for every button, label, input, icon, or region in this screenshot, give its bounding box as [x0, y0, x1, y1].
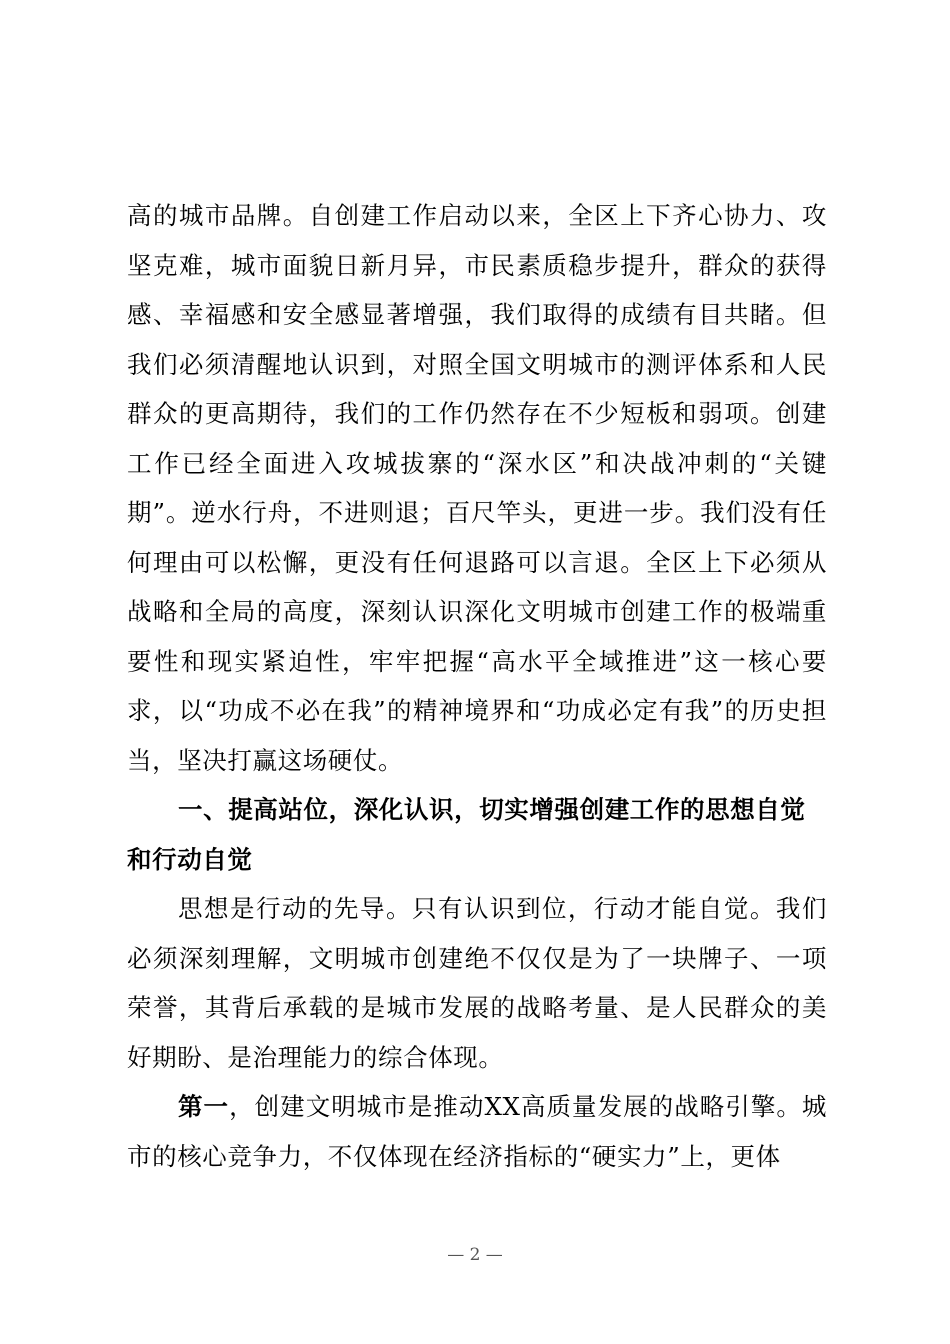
section-heading: 一、提高站位，深化认识，切实增强创建工作的思想自觉和行动自觉 [127, 795, 806, 874]
document-body [127, 191, 827, 1181]
paragraph-intro: 思想是行动的先导。只有认识到位，行动才能自觉。我们必须深刻理解，文明城市创建绝不仅仅是为了一块牌子、一项荣誉，其背后承载的是城市发展的战略考量、是人民群众的美好期盼、是治理能力的综合体现。 [127, 894, 827, 1072]
point-one-text: ，创建文明城市是推动XX高质量发展的战略引擎。城市的核心竞争力，不仅体现在经济指标的“硬实力”上，更体 [127, 1092, 827, 1171]
paragraph-point-one [127, 1082, 827, 1181]
page-number: — 2 — [447, 1245, 503, 1265]
paragraph-continuation: 高的城市品牌。自创建工作启动以来，全区上下齐心协力、攻坚克难，城市面貌日新月异，市民素质稳步提升，群众的获得感、幸福感和安全感显著增强，我们取得的成绩有目共睹。但我们必须清醒地认识到，对照全国文明城市的测评体系和人民群众的更高期待，我们的工作仍然存在不少短板和弱项。创建工作已经全面进入攻城拔寨的“深水区”和决战冲刺的“关键期”。逆水行舟，不进则退；百尺竿头，更进一步。我们没有任何理由可以松懈，更没有任何退路可以言退。全区上下必须从战略和全局的高度，深刻认识深化文明城市创建工作的极端重要性和现实紧迫性，牢牢把握“高水平全域推进”这一核心要求，以“功成不必在我”的精神境界和“功成必定有我”的历史担当，坚决打赢这场硬仗。 [127, 201, 827, 775]
point-one-lead: 第一 [178, 1092, 230, 1121]
